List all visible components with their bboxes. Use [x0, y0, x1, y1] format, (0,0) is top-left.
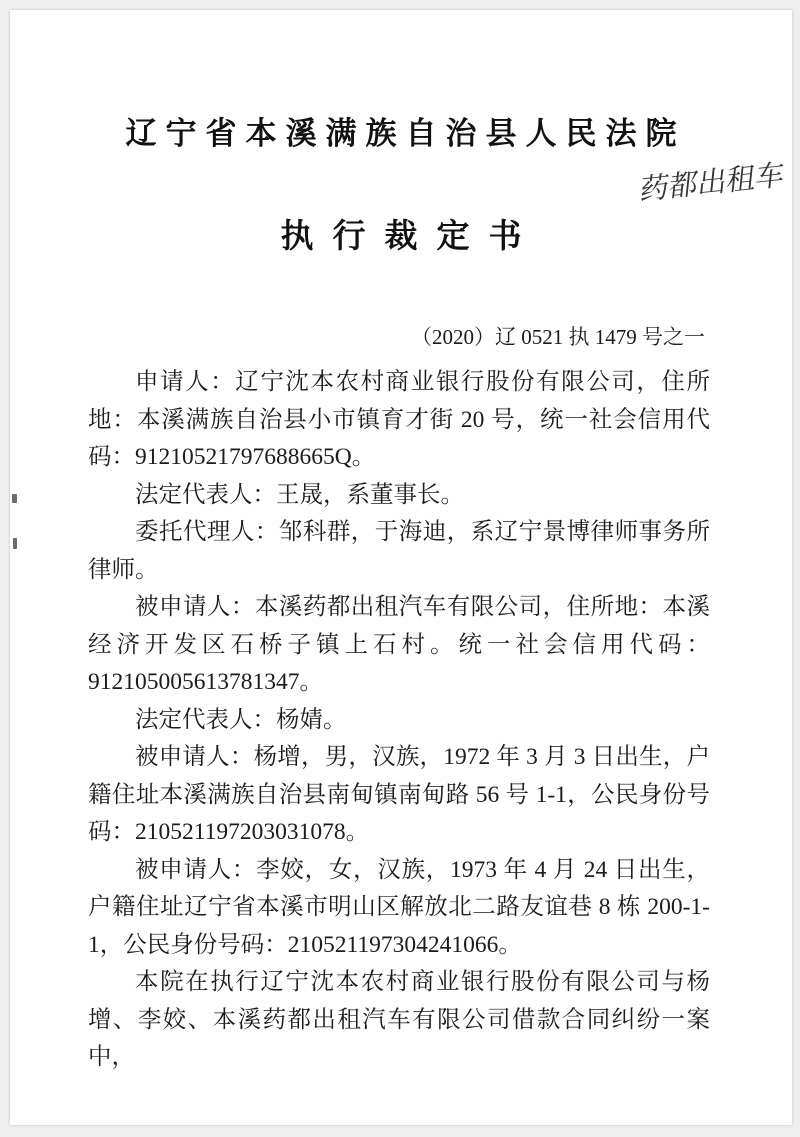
paragraph-case-introduction: 本院在执行辽宁沈本农村商业银行股份有限公司与杨增、李姣、本溪药都出租汽车有限公司借款合同纠纷一案中，	[88, 969, 710, 1070]
paragraph-respondent-li-jiao: 被申请人：李姣，女，汉族，1973 年 4 月 24 日出生，户籍住址辽宁省本溪市明山区解放北二路友谊巷 8 栋 200-1-1，公民身份号码：210521197304241066。	[88, 856, 710, 958]
paragraph-entrusted-agents: 委托代理人：邹科群，于海迪，系辽宁景博律师事务所律师。	[88, 519, 710, 583]
paragraph-respondent-company: 被申请人：本溪药都出租汽车有限公司，住所地：本溪经济开发区石桥子镇上石村。统一社会信用代码：912105005613781347。	[88, 594, 710, 695]
scan-artifact	[12, 494, 17, 503]
document-body	[88, 364, 710, 1077]
court-name-heading: 辽宁省本溪满族自治县人民法院	[125, 116, 686, 151]
document-page	[10, 10, 792, 1125]
scan-artifact	[13, 538, 17, 549]
paragraph-applicant-legal-representative: 法定代表人：王晟，系董事长。	[135, 481, 464, 508]
case-number: （2020）辽 0521 执 1479 号之一	[411, 325, 705, 349]
paragraph-respondent-yang-zeng: 被申请人：杨增，男，汉族，1972 年 3 月 3 日出生，户籍住址本溪满族自治县南甸镇南甸路 56 号 1-1，公民身份号码：210521197203031078。	[88, 744, 710, 845]
document-title: 执行裁定书	[280, 219, 541, 255]
paragraph-applicant: 申请人：辽宁沈本农村商业银行股份有限公司，住所地：本溪满族自治县小市镇育才街 20 号，统一社会信用代码：91210521797688665Q。	[88, 369, 710, 470]
handwritten-signature: 药都出租车	[638, 159, 787, 207]
paragraph-respondent-legal-representative: 法定代表人：杨婧。	[135, 706, 347, 733]
